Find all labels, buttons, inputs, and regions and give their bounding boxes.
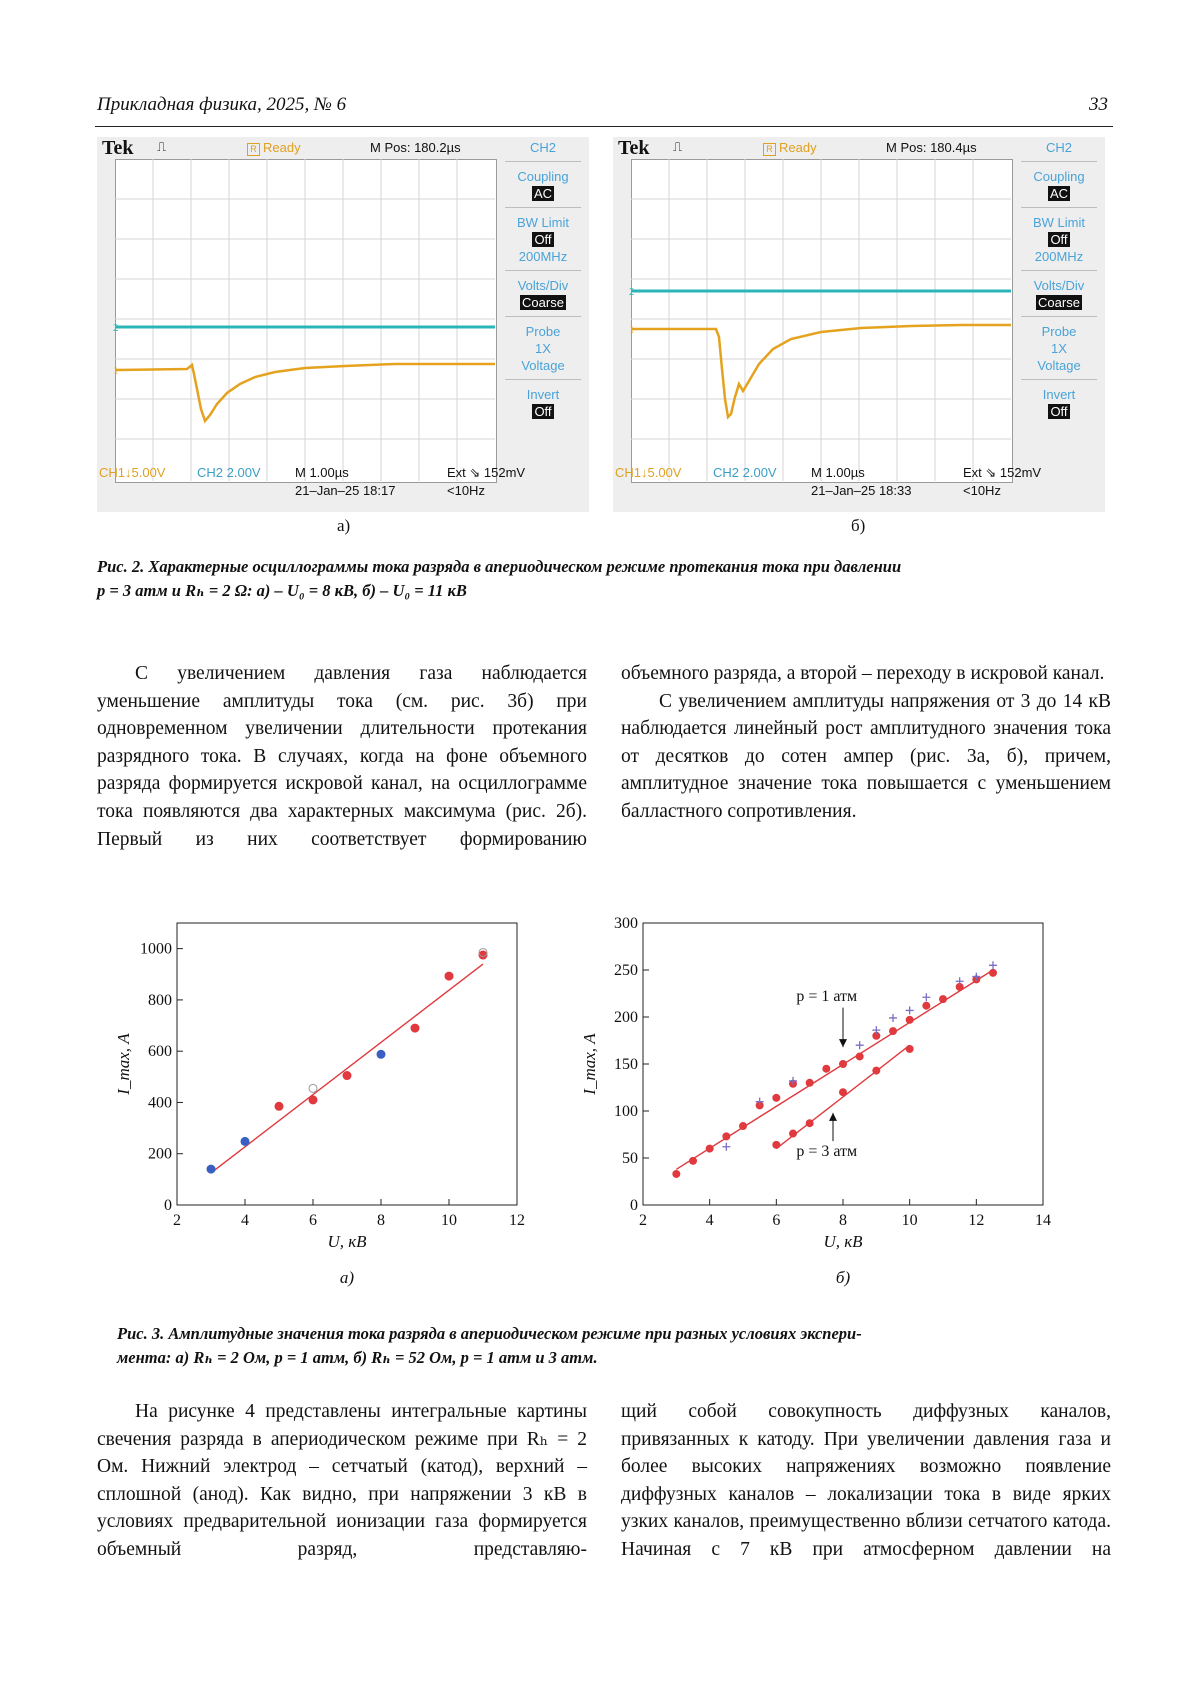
chart-b [580,905,1113,1305]
data-point-cross [722,1143,730,1151]
data-point [343,1072,351,1080]
scope-mpos: M Pos: 180.4µs [886,140,977,155]
y-tick-label: 200 [614,1009,638,1026]
fig2-panel-label-b: б) [851,516,866,535]
y-axis-label: I_max, А [114,1033,133,1095]
data-point [241,1137,249,1145]
y-tick-label: 250 [614,962,638,979]
y-tick-label: 200 [148,1145,172,1163]
body-column-left-2 [97,1398,587,1564]
x-axis-label: U, кВ [823,1232,863,1251]
data-point [722,1132,730,1140]
page-number: 33 [1089,94,1108,115]
paragraph: На рисунке 4 представлены интегральные картины свечения разряда в апериодическом режиме при Rₕ = 2 Ом. Нижний электрод – сетчатый (катод), верхний – сплошной (анод). Как видно, при напряжении 3 кВ в условиях предварительной ионизации газа формируется объемный разряд, представляю- [97,1401,587,1560]
data-point [309,1084,317,1092]
data-point [939,995,947,1003]
data-point [906,1045,914,1053]
data-point [806,1119,814,1127]
timebase: M 1.00µs [811,465,865,480]
data-point [989,969,997,977]
scope-side-menu: CH2 Coupling AC BW Limit Off 200MHz Volts/Div Coarse Probe 1X Voltage Invert Off [499,139,587,425]
data-point [839,1088,847,1096]
x-axis-label: U, кВ [327,1232,367,1251]
data-point [872,1067,880,1075]
y-axis-label: I_max, А [580,1033,599,1095]
scope-side-menu: CH2 Coupling AC BW Limit Off 200MHz Volts/Div Coarse Probe 1X Voltage Invert Off [1015,139,1103,425]
arrow-head [829,1113,837,1121]
journal-header: Прикладная физика, 2025, № 6 [97,94,347,115]
body-column-left-1 [97,660,587,853]
data-point [772,1094,780,1102]
svg-text:1: 1 [113,365,119,377]
y-tick-label: 0 [630,1197,638,1214]
y-tick-label: 800 [148,991,172,1009]
svg-text:2: 2 [113,322,119,334]
data-point [445,972,453,980]
y-tick-label: 300 [614,915,638,932]
x-tick-label: 2 [173,1212,181,1229]
scope-brand: Tek [102,137,134,159]
scope-status: R Ready [763,140,817,156]
data-point [922,1002,930,1010]
x-tick-label: 2 [639,1212,647,1229]
annotation-p3: p = 3 атм [796,1143,858,1161]
y-tick-label: 1000 [140,940,172,958]
fit-line [211,964,483,1173]
body-column-right-2 [621,1398,1111,1564]
arrow-head [839,1039,847,1047]
y-tick-label: 100 [614,1103,638,1120]
ch1-scale: CH1↓5.00V [615,465,682,480]
data-point [822,1065,830,1073]
trigger-frequency: <10Hz [447,483,485,498]
x-tick-label: 14 [1035,1212,1051,1229]
x-tick-label: 4 [705,1212,714,1229]
fig2-panel-label-a: а) [337,516,351,535]
data-point-cross [989,961,997,969]
data-point [772,1141,780,1149]
y-tick-label: 400 [148,1094,172,1112]
data-point [275,1102,283,1110]
body-column-right-1 [621,660,1111,826]
data-point [689,1157,697,1165]
svg-text:2: 2 [629,286,635,298]
y-tick-label: 50 [622,1150,638,1167]
data-point [672,1170,680,1178]
data-point-cross [889,1014,897,1022]
timestamp: 21–Jan–25 18:17 [295,483,396,498]
trigger-pulse-icon: ⎍ [157,139,167,154]
x-tick-label: 6 [772,1212,781,1229]
x-tick-label: 10 [901,1212,918,1229]
data-point [839,1060,847,1068]
data-point-cross [922,993,930,1001]
y-tick-label: 600 [148,1043,172,1061]
timestamp: 21–Jan–25 18:33 [811,483,912,498]
x-tick-label: 8 [377,1212,385,1229]
data-point [411,1024,419,1032]
trigger-level: Ext ⇘ 152mV [963,465,1042,480]
y-tick-label: 150 [614,1056,638,1073]
timebase: M 1.00µs [295,465,349,480]
data-point [739,1122,747,1130]
panel-label: а) [339,1268,355,1287]
panel-label: б) [835,1268,851,1287]
x-tick-label: 12 [509,1212,525,1229]
svg-text:1: 1 [629,324,635,336]
data-point [789,1130,797,1138]
x-tick-label: 4 [241,1212,249,1229]
paragraph: С увеличением амплитуды напряжения от 3 до 14 кВ наблюдается линейный рост амплитудного значения тока от десятков до сотен ампер (рис. 3а, б), причем, амплитудное значение тока повышается с уменьшением балластного сопротивления. [621,690,1111,822]
x-tick-label: 8 [839,1212,847,1229]
chart-a [97,905,577,1305]
fig2-caption: Рис. 2. Характерные осциллограммы тока разряда в апериодическом режиме протекания тока при давлении p = 3 атм и Rₕ = 2 Ω: а) – U₀ = 8 кВ, б) – U₀ = 11 кВ [97,557,902,600]
scope-status: R Ready [247,140,301,156]
data-point-cross [906,1006,914,1014]
ch1-scale: CH1↓5.00V [99,465,166,480]
scope-traces [631,159,1013,483]
data-point [889,1027,897,1035]
ch2-scale: CH2 2.00V [197,465,261,480]
paragraph: щий собой совокупность диффузных каналов, привязанных к катоду. При увеличении давления газа и более высоких напряжениях возможно появление диффузных каналов – локализации тока в виде ярких узких каналов, преимущественно вблизи сетчатого катода. Начиная с 7 кВ при атмосферном давлении на [621,1401,1111,1560]
oscillogram-b [613,137,1105,512]
scope-mpos: M Pos: 180.2µs [370,140,461,155]
trigger-level: Ext ⇘ 152mV [447,465,526,480]
trigger-pulse-icon: ⎍ [673,139,683,154]
fig3-caption: Рис. 3. Амплитудные значения тока разряда в апериодическом режиме при разных условиях экспери- мента: а) Rₕ = 2 Ом, p = 1 атм, б) Rₕ = 52 Ом, p = 1 атм и 3 атм. [117,1324,862,1367]
paragraph: объемного разряда, а второй – переходу в искровой канал. [621,663,1105,684]
oscillogram-a [97,137,589,512]
data-point [906,1016,914,1024]
x-tick-label: 6 [309,1212,317,1229]
x-tick-label: 12 [968,1212,985,1229]
data-point [806,1079,814,1087]
ch2-scale: CH2 2.00V [713,465,777,480]
x-tick-label: 10 [441,1212,457,1229]
data-point-cross [856,1041,864,1049]
header-rule [95,126,1113,127]
data-point [377,1050,385,1058]
scope-traces [115,159,497,483]
annotation-p1: p = 1 атм [796,988,858,1006]
data-point [207,1165,215,1173]
paragraph: С увеличением давления газа наблюдается уменьшение амплитуды тока (см. рис. 3б) при одновременном увеличении длительности протекания разрядного тока. В случаях, когда на фоне объемного разряда формируется искровой канал, на осциллограмме тока появляются два характерных максимума (рис. 2б). Первый из них соответствует формированию [97,663,587,850]
plot-frame [177,923,517,1205]
data-point [309,1096,317,1104]
data-point [856,1052,864,1060]
y-tick-label: 0 [164,1197,172,1214]
data-point [706,1145,714,1153]
scope-brand: Tek [618,137,650,159]
trigger-frequency: <10Hz [963,483,1001,498]
